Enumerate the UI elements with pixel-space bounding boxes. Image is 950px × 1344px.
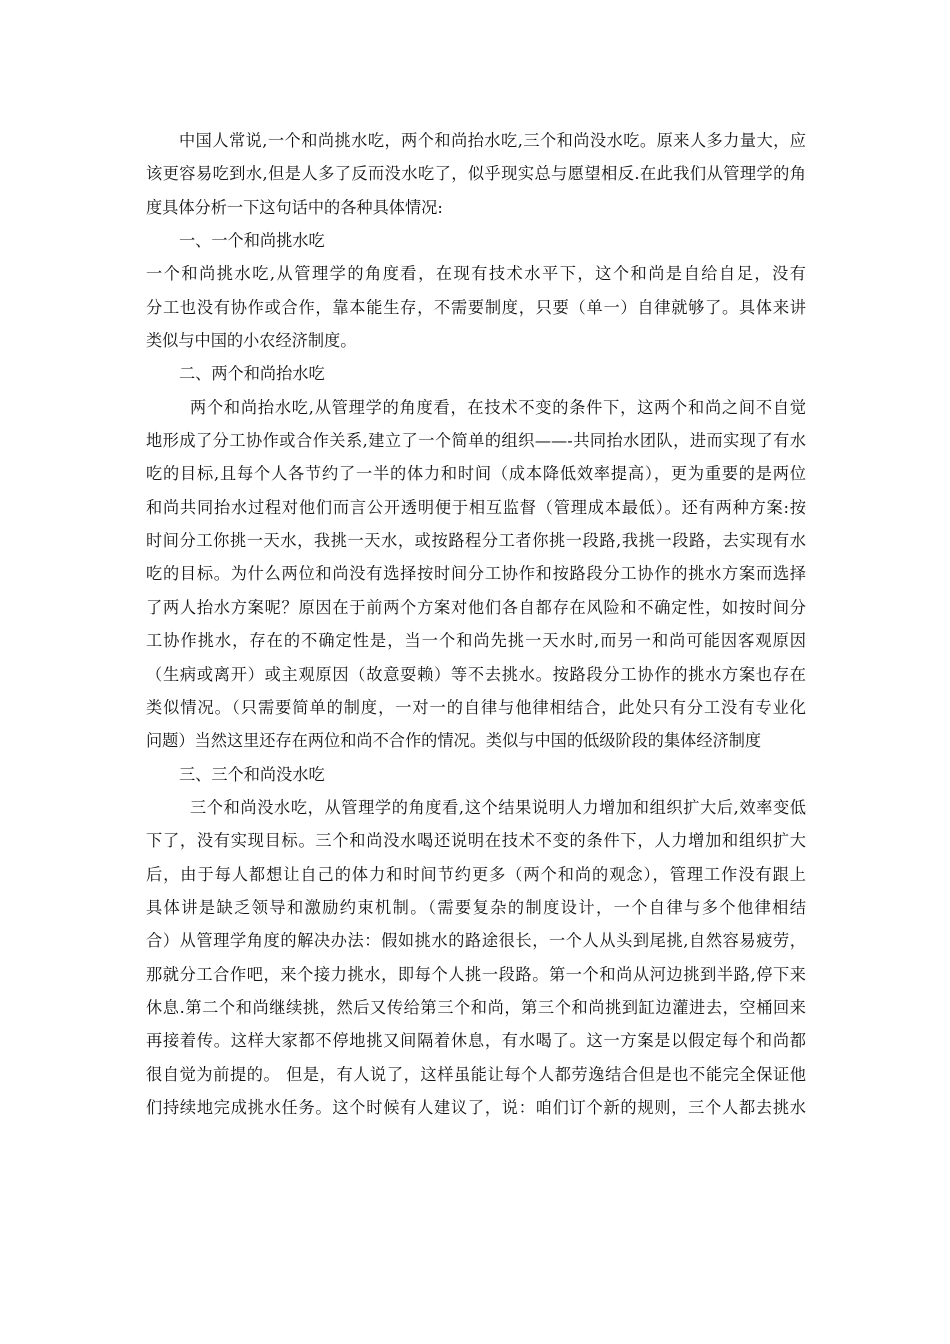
paragraph-three-line-4: 具体讲是缺乏领导和激励约束机制。（需要复杂的制度设计，一个自律与多个他律相结	[146, 897, 806, 917]
paragraph-three-line-3: 后，由于每人都想让自己的体力和时间节约更多（两个和尚的观念），管理工作没有跟上	[146, 864, 806, 884]
paragraph-three-line-1: 三个和尚没水吃，从管理学的角度看,这个结果说明人力增加和组织扩大后,效率变低	[190, 797, 806, 817]
paragraph-two-line-4: 和尚共同抬水过程对他们而言公开透明便于相互监督（管理成本最低）。还有两种方案:按	[146, 497, 806, 517]
section-heading-two: 二、两个和尚抬水吃	[179, 364, 325, 384]
paragraph-intro-line-1: 中国人常说,一个和尚挑水吃，两个和尚抬水吃,三个和尚没水吃。原来人多力量大，应	[179, 131, 806, 150]
paragraph-three-line-8: 再接着传。这样大家都不停地挑又间隔着休息，有水喝了。这一方案是以假定每个和尚都	[146, 1031, 806, 1051]
section-heading-one: 一、一个和尚挑水吃	[179, 231, 325, 251]
section-heading-three: 三、三个和尚没水吃	[179, 764, 325, 784]
paragraph-three-line-5: 合）从管理学角度的解决办法：假如挑水的路途很长，一个人从头到尾挑,自然容易疲劳，	[146, 931, 806, 951]
paragraph-two-line-1: 两个和尚抬水吃,从管理学的角度看，在技术不变的条件下，这两个和尚之间不自觉	[190, 397, 806, 417]
paragraph-three-line-10: 们持续地完成挑水任务。这个时候有人建议了，说：咱们订个新的规则，三个人都去挑水	[146, 1097, 806, 1117]
paragraph-two-line-9: （生病或离开）或主观原因（故意耍赖）等不去挑水。按路段分工协作的挑水方案也存在	[146, 664, 806, 684]
paragraph-two-line-11: 问题）当然这里还存在两位和尚不合作的情况。类似与中国的低级阶段的集体经济制度	[146, 731, 762, 751]
paragraph-two-line-3: 吃的目标,且每个人各节约了一半的体力和时间（成本降低效率提高），更为重要的是两位	[146, 464, 806, 484]
paragraph-two-line-7: 了两人抬水方案呢？原因在于前两个方案对他们各自都存在风险和不确定性，如按时间分	[146, 597, 806, 617]
paragraph-two-line-6: 吃的目标。为什么两位和尚没有选择按时间分工协作和按路段分工协作的挑水方案而选择	[146, 564, 806, 584]
paragraph-three-line-7: 休息.第二个和尚继续挑，然后又传给第三个和尚，第三个和尚挑到缸边灌进去，空桶回来	[146, 997, 806, 1017]
document-page	[146, 124, 806, 1124]
paragraph-two-line-5: 时间分工你挑一天水，我挑一天水，或按路程分工者你挑一段路,我挑一段路，去实现有水	[146, 531, 806, 551]
paragraph-two-line-10: 类似情况。（只需要简单的制度，一对一的自律与他律相结合，此处只有分工没有专业化	[146, 697, 806, 717]
paragraph-one-line-3: 类似与中国的小农经济制度。	[146, 331, 357, 351]
paragraph-intro-line-3: 度具体分析一下这句话中的各种具体情况:	[146, 197, 443, 217]
paragraph-three-line-6: 那就分工合作吧，来个接力挑水，即每个人挑一段路。第一个和尚从河边挑到半路,停下来	[146, 964, 806, 984]
paragraph-one-line-2: 分工也没有协作或合作，靠本能生存，不需要制度，只要（单一）自律就够了。具体来讲	[146, 297, 806, 317]
paragraph-three-line-9: 很自觉为前提的。 但是，有人说了，这样虽能让每个人都劳逸结合但是也不能完全保证他	[146, 1064, 806, 1084]
paragraph-two-line-2: 地形成了分工协作或合作关系,建立了一个简单的组织——-共同抬水团队，进而实现了有水	[146, 431, 806, 451]
paragraph-intro-line-2: 该更容易吃到水,但是人多了反而没水吃了，似乎现实总与愿望相反.在此我们从管理学的角	[146, 164, 806, 184]
paragraph-one-line-1: 一个和尚挑水吃,从管理学的角度看，在现有技术水平下，这个和尚是自给自足，没有	[146, 264, 806, 284]
paragraph-two-line-8: 工协作挑水，存在的不确定性是，当一个和尚先挑一天水时,而另一和尚可能因客观原因	[146, 631, 806, 651]
paragraph-three-line-2: 下了，没有实现目标。三个和尚没水喝还说明在技术不变的条件下，人力增加和组织扩大	[146, 831, 806, 851]
